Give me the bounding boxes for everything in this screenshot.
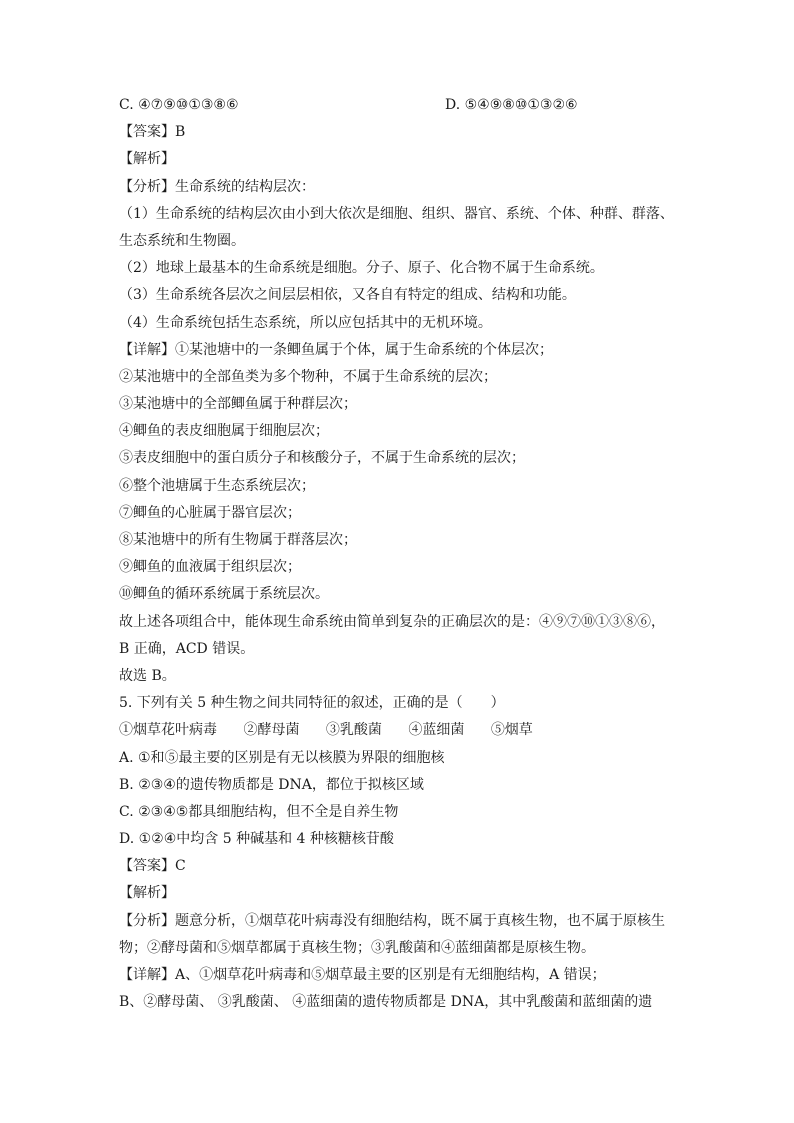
q5-option-b: B. ②③④的遗传物质都是 DNA，都位于拟核区域 [119,776,424,793]
q4-option-d: D. ⑤④⑨⑧⑩①③②⑥ [445,97,578,113]
q5-analysis-heading: 【解析】 [119,885,175,902]
q4-xiangjie-line: B 正确，ACD 错误。 [119,640,255,657]
q4-fenxi-p3: （3）生命系统各层次之间层层相依，又各自有特定的组成、结构和功能。 [119,287,576,304]
q5-organism: ②酵母菌 [243,722,300,739]
q4-xiangjie-line: 【详解】①某池塘中的一条鲫鱼属于个体，属于生命系统的个体层次； [119,341,553,358]
q4-option-c: C. ④⑦⑨⑩①③⑧⑥ [119,97,239,113]
q5-fenxi: 【分析】题意分析，①烟草花叶病毒没有细胞结构，既不属于真核生物，也不属于原核生物；②酵母菌和⑤烟草都属于真核生物；③乳酸菌和④蓝细菌都是原核生物。 [119,912,665,956]
q4-answer: 【答案】B [119,124,186,141]
q4-options-row [119,92,679,119]
q4-xiangjie-line: 故选 B。 [119,667,176,684]
q5-option-c: C. ②③④⑤都具细胞结构，但不全是自养生物 [119,803,399,820]
q5-xiangjie-line: B、②酵母菌、 ③乳酸菌、 ④蓝细菌的遗传物质都是 DNA，其中乳酸菌和蓝细菌的遗 [119,994,653,1011]
q4-analysis-heading: 【解析】 [119,151,175,168]
q5-organism: ⑤烟草 [490,722,533,739]
q4-xiangjie-line: ②某池塘中的全部鱼类为多个物种，不属于生命系统的层次； [119,368,497,385]
q4-xiangjie-line: ⑦鲫鱼的心脏属于器官层次； [119,504,301,521]
q4-xiangjie-line: ⑩鲫鱼的循环系统属于系统层次。 [119,586,329,603]
q5-stem: 5. 下列有关 5 种生物之间共同特征的叙述，正确的是（ ） [119,695,505,712]
q5-organism: ①烟草花叶病毒 [119,722,217,739]
q4-xiangjie-line: ④鲫鱼的表皮细胞属于细胞层次； [119,423,329,440]
q4-xiangjie-line: ⑨鲫鱼的血液属于组织层次； [119,559,301,576]
q4-xiangjie-line: ⑤表皮细胞中的蛋白质分子和核酸分子，不属于生命系统的层次； [119,450,525,467]
q4-fenxi-intro: 【分析】生命系统的结构层次： [119,178,315,195]
q5-organism: ③乳酸菌 [325,722,382,739]
document-page [119,92,679,1016]
q5-option-a: A. ①和⑤最主要的区别是有无以核膜为界限的细胞核 [119,749,445,766]
q4-fenxi-p2: （2）地球上最基本的生命系统是细胞。分子、原子、化合物不属于生命系统。 [119,260,604,277]
q5-answer: 【答案】C [119,858,186,875]
q5-option-d: D. ①②④中均含 5 种碱基和 4 种核糖核苷酸 [119,831,394,848]
q4-fenxi-p4: （4）生命系统包括生态系统，所以应包括其中的无机环境。 [119,314,492,331]
q5-organisms [119,717,679,744]
q4-xiangjie-line: 故上述各项组合中，能体现生命系统由简单到复杂的正确层次的是：④⑨⑦⑩①③⑧⑥， [119,613,665,630]
q4-xiangjie-line: ⑥整个池塘属于生态系统层次； [119,477,315,494]
q5-xiangjie-line: 【详解】A、①烟草花叶病毒和⑤烟草最主要的区别是有无细胞结构，A 错误； [119,967,606,984]
q4-xiangjie-line: ③某池塘中的全部鲫鱼属于种群层次； [119,396,357,413]
q4-xiangjie-line: ⑧某池塘中的所有生物属于群落层次； [119,532,357,549]
q4-fenxi-p1: （1）生命系统的结构层次由小到大依次是细胞、组织、器官、系统、个体、种群、群落、生态系统和生物圈。 [119,205,674,249]
q5-organism: ④蓝细菌 [408,722,465,739]
